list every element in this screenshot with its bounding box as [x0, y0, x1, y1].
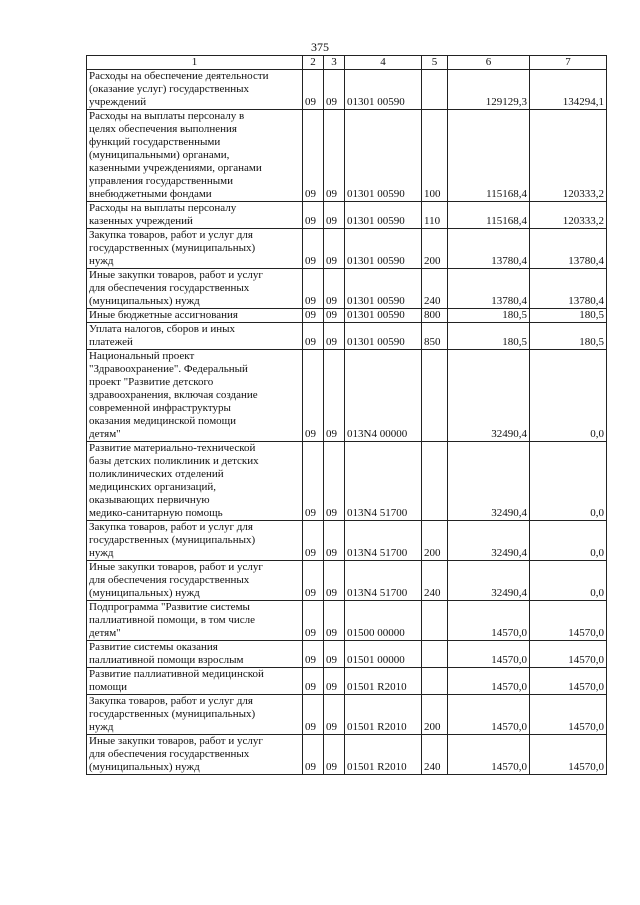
description-line: Закупка товаров, работ и услуг для	[89, 521, 253, 533]
table-row	[87, 110, 607, 202]
subsection-code: 09	[324, 202, 345, 229]
description-line: проект "Развитие детского	[89, 376, 214, 388]
expense-type-code: 110	[422, 202, 448, 229]
description-line: нужд	[89, 547, 114, 559]
row-description	[87, 70, 303, 110]
amount-year-2: 0,0	[530, 442, 607, 521]
row-description	[87, 269, 303, 309]
description-line: оказания медицинской помощи	[89, 415, 237, 427]
expense-type-code	[422, 70, 448, 110]
row-description	[87, 695, 303, 735]
description-line: нужд	[89, 255, 114, 267]
subsection-code: 09	[324, 350, 345, 442]
table-row	[87, 309, 607, 323]
row-description	[87, 735, 303, 775]
subsection-code: 09	[324, 735, 345, 775]
amount-year-2: 180,5	[530, 323, 607, 350]
amount-year-1: 180,5	[448, 309, 530, 323]
amount-year-1: 32490,4	[448, 442, 530, 521]
description-line: для обеспечения государственных	[89, 282, 250, 294]
description-line: поликлинических отделений	[89, 468, 224, 480]
target-article-code: 013N4 51700	[345, 442, 422, 521]
expense-type-code: 200	[422, 521, 448, 561]
description-line: государственных (муниципальных)	[89, 534, 256, 546]
table-row	[87, 641, 607, 668]
expense-type-code: 240	[422, 561, 448, 601]
section-code: 09	[303, 202, 324, 229]
description-line: Расходы на выплаты персоналу	[89, 202, 237, 214]
description-line: помощи	[89, 681, 127, 693]
description-line: детям"	[89, 428, 121, 440]
description-line: казенными учреждениями, органами	[89, 162, 262, 174]
description-line: Закупка товаров, работ и услуг для	[89, 695, 253, 707]
description-line: (муниципальными) органами,	[89, 149, 230, 161]
row-description	[87, 350, 303, 442]
description-line: Иные бюджетные ассигнования	[89, 309, 238, 321]
amount-year-2: 180,5	[530, 309, 607, 323]
amount-year-2: 14570,0	[530, 735, 607, 775]
expense-type-code: 200	[422, 229, 448, 269]
description-line: Национальный проект	[89, 350, 195, 362]
description-line: (муниципальных) нужд	[89, 761, 200, 773]
subsection-code: 09	[324, 110, 345, 202]
expense-type-code: 240	[422, 269, 448, 309]
description-line: казенных учреждений	[89, 215, 193, 227]
description-line: оказывающих первичную	[89, 494, 210, 506]
description-line: Уплата налогов, сборов и иных	[89, 323, 236, 335]
description-line: платежей	[89, 336, 133, 348]
expense-type-code: 800	[422, 309, 448, 323]
amount-year-2: 13780,4	[530, 229, 607, 269]
table-row	[87, 70, 607, 110]
description-line: Развитие паллиативной медицинской	[89, 668, 264, 680]
row-description	[87, 110, 303, 202]
amount-year-1: 180,5	[448, 323, 530, 350]
section-code: 09	[303, 110, 324, 202]
amount-year-2: 14570,0	[530, 641, 607, 668]
subsection-code: 09	[324, 309, 345, 323]
subsection-code: 09	[324, 695, 345, 735]
subsection-code: 09	[324, 561, 345, 601]
description-line: государственных (муниципальных)	[89, 708, 256, 720]
section-code: 09	[303, 668, 324, 695]
description-line: Расходы на выплаты персоналу в	[89, 110, 245, 122]
description-line: учреждений	[89, 96, 147, 108]
description-line: (муниципальных) нужд	[89, 587, 200, 599]
table-row	[87, 561, 607, 601]
section-code: 09	[303, 521, 324, 561]
subsection-code: 09	[324, 229, 345, 269]
amount-year-2: 120333,2	[530, 202, 607, 229]
amount-year-1: 129129,3	[448, 70, 530, 110]
target-article-code: 01301 00590	[345, 202, 422, 229]
page-number: 375	[311, 40, 329, 54]
expense-type-code	[422, 601, 448, 641]
header-col-6: 6	[448, 56, 530, 70]
amount-year-2: 13780,4	[530, 269, 607, 309]
description-line: Закупка товаров, работ и услуг для	[89, 229, 253, 241]
expense-type-code: 200	[422, 695, 448, 735]
header-row	[87, 56, 607, 70]
table-row	[87, 323, 607, 350]
amount-year-1: 14570,0	[448, 668, 530, 695]
header-col-5: 5	[422, 56, 448, 70]
header-col-7: 7	[530, 56, 607, 70]
target-article-code: 01501 R2010	[345, 668, 422, 695]
amount-year-2: 14570,0	[530, 695, 607, 735]
table-row	[87, 521, 607, 561]
section-code: 09	[303, 442, 324, 521]
subsection-code: 09	[324, 442, 345, 521]
row-description	[87, 442, 303, 521]
description-line: управления государственными	[89, 175, 234, 187]
amount-year-2: 0,0	[530, 561, 607, 601]
amount-year-2: 14570,0	[530, 601, 607, 641]
description-line: детям"	[89, 627, 121, 639]
section-code: 09	[303, 229, 324, 269]
amount-year-1: 14570,0	[448, 641, 530, 668]
description-line: Иные закупки товаров, работ и услуг	[89, 735, 263, 747]
section-code: 09	[303, 350, 324, 442]
amount-year-1: 32490,4	[448, 521, 530, 561]
description-line: функций государственными	[89, 136, 221, 148]
target-article-code: 013N4 00000	[345, 350, 422, 442]
section-code: 09	[303, 561, 324, 601]
target-article-code: 013N4 51700	[345, 521, 422, 561]
description-line: медико-санитарную помощь	[89, 507, 223, 519]
amount-year-1: 13780,4	[448, 269, 530, 309]
amount-year-2: 0,0	[530, 521, 607, 561]
row-description	[87, 641, 303, 668]
section-code: 09	[303, 695, 324, 735]
row-description	[87, 309, 303, 323]
description-line: нужд	[89, 721, 114, 733]
subsection-code: 09	[324, 521, 345, 561]
table-row	[87, 695, 607, 735]
description-line: "Здравоохранение". Федеральный	[89, 363, 248, 375]
section-code: 09	[303, 601, 324, 641]
expense-type-code	[422, 641, 448, 668]
row-description	[87, 668, 303, 695]
subsection-code: 09	[324, 323, 345, 350]
amount-year-1: 32490,4	[448, 350, 530, 442]
target-article-code: 01301 00590	[345, 70, 422, 110]
amount-year-1: 115168,4	[448, 110, 530, 202]
expense-type-code	[422, 442, 448, 521]
description-line: базы детских поликлиник и детских	[89, 455, 259, 467]
description-line: Развитие материально-технической	[89, 442, 256, 454]
amount-year-2: 134294,1	[530, 70, 607, 110]
subsection-code: 09	[324, 668, 345, 695]
subsection-code: 09	[324, 70, 345, 110]
description-line: государственных (муниципальных)	[89, 242, 256, 254]
section-code: 09	[303, 641, 324, 668]
row-description	[87, 521, 303, 561]
table-row	[87, 442, 607, 521]
expense-type-code: 850	[422, 323, 448, 350]
target-article-code: 01501 R2010	[345, 735, 422, 775]
section-code: 09	[303, 735, 324, 775]
header-col-3: 3	[324, 56, 345, 70]
description-line: (муниципальных) нужд	[89, 295, 200, 307]
amount-year-1: 14570,0	[448, 695, 530, 735]
amount-year-1: 32490,4	[448, 561, 530, 601]
amount-year-1: 13780,4	[448, 229, 530, 269]
description-line: здравоохранения, включая создание	[89, 389, 258, 401]
description-line: для обеспечения государственных	[89, 574, 250, 586]
row-description	[87, 323, 303, 350]
description-line: внебюджетными фондами	[89, 188, 212, 200]
description-line: Развитие системы оказания	[89, 641, 218, 653]
expense-type-code: 100	[422, 110, 448, 202]
header-col-4: 4	[345, 56, 422, 70]
table-row	[87, 350, 607, 442]
description-line: Расходы на обеспечение деятельности	[89, 70, 269, 82]
target-article-code: 01501 00000	[345, 641, 422, 668]
target-article-code: 01500 00000	[345, 601, 422, 641]
amount-year-1: 115168,4	[448, 202, 530, 229]
header-col-2: 2	[303, 56, 324, 70]
row-description	[87, 561, 303, 601]
expense-type-code	[422, 668, 448, 695]
table-row	[87, 601, 607, 641]
description-line: (оказание услуг) государственных	[89, 83, 250, 95]
subsection-code: 09	[324, 641, 345, 668]
header-col-1: 1	[87, 56, 303, 70]
row-description	[87, 229, 303, 269]
table-row	[87, 735, 607, 775]
description-line: для обеспечения государственных	[89, 748, 250, 760]
section-code: 09	[303, 269, 324, 309]
row-description	[87, 202, 303, 229]
target-article-code: 01301 00590	[345, 269, 422, 309]
amount-year-1: 14570,0	[448, 735, 530, 775]
row-description	[87, 601, 303, 641]
description-line: целях обеспечения выполнения	[89, 123, 237, 135]
amount-year-2: 14570,0	[530, 668, 607, 695]
target-article-code: 01301 00590	[345, 110, 422, 202]
section-code: 09	[303, 309, 324, 323]
amount-year-2: 0,0	[530, 350, 607, 442]
description-line: Иные закупки товаров, работ и услуг	[89, 561, 263, 573]
expense-type-code	[422, 350, 448, 442]
target-article-code: 01301 00590	[345, 323, 422, 350]
target-article-code: 01301 00590	[345, 309, 422, 323]
budget-table	[86, 55, 607, 775]
table-row	[87, 668, 607, 695]
subsection-code: 09	[324, 269, 345, 309]
amount-year-1: 14570,0	[448, 601, 530, 641]
description-line: Иные закупки товаров, работ и услуг	[89, 269, 263, 281]
description-line: паллиативной помощи, в том числе	[89, 614, 256, 626]
expense-type-code: 240	[422, 735, 448, 775]
table-row	[87, 229, 607, 269]
section-code: 09	[303, 323, 324, 350]
description-line: современной инфраструктуры	[89, 402, 231, 414]
target-article-code: 01301 00590	[345, 229, 422, 269]
target-article-code: 01501 R2010	[345, 695, 422, 735]
amount-year-2: 120333,2	[530, 110, 607, 202]
target-article-code: 013N4 51700	[345, 561, 422, 601]
description-line: паллиативной помощи взрослым	[89, 654, 244, 666]
description-line: Подпрограмма "Развитие системы	[89, 601, 250, 613]
table-row	[87, 269, 607, 309]
table-row	[87, 202, 607, 229]
section-code: 09	[303, 70, 324, 110]
subsection-code: 09	[324, 601, 345, 641]
description-line: медицинских организаций,	[89, 481, 217, 493]
